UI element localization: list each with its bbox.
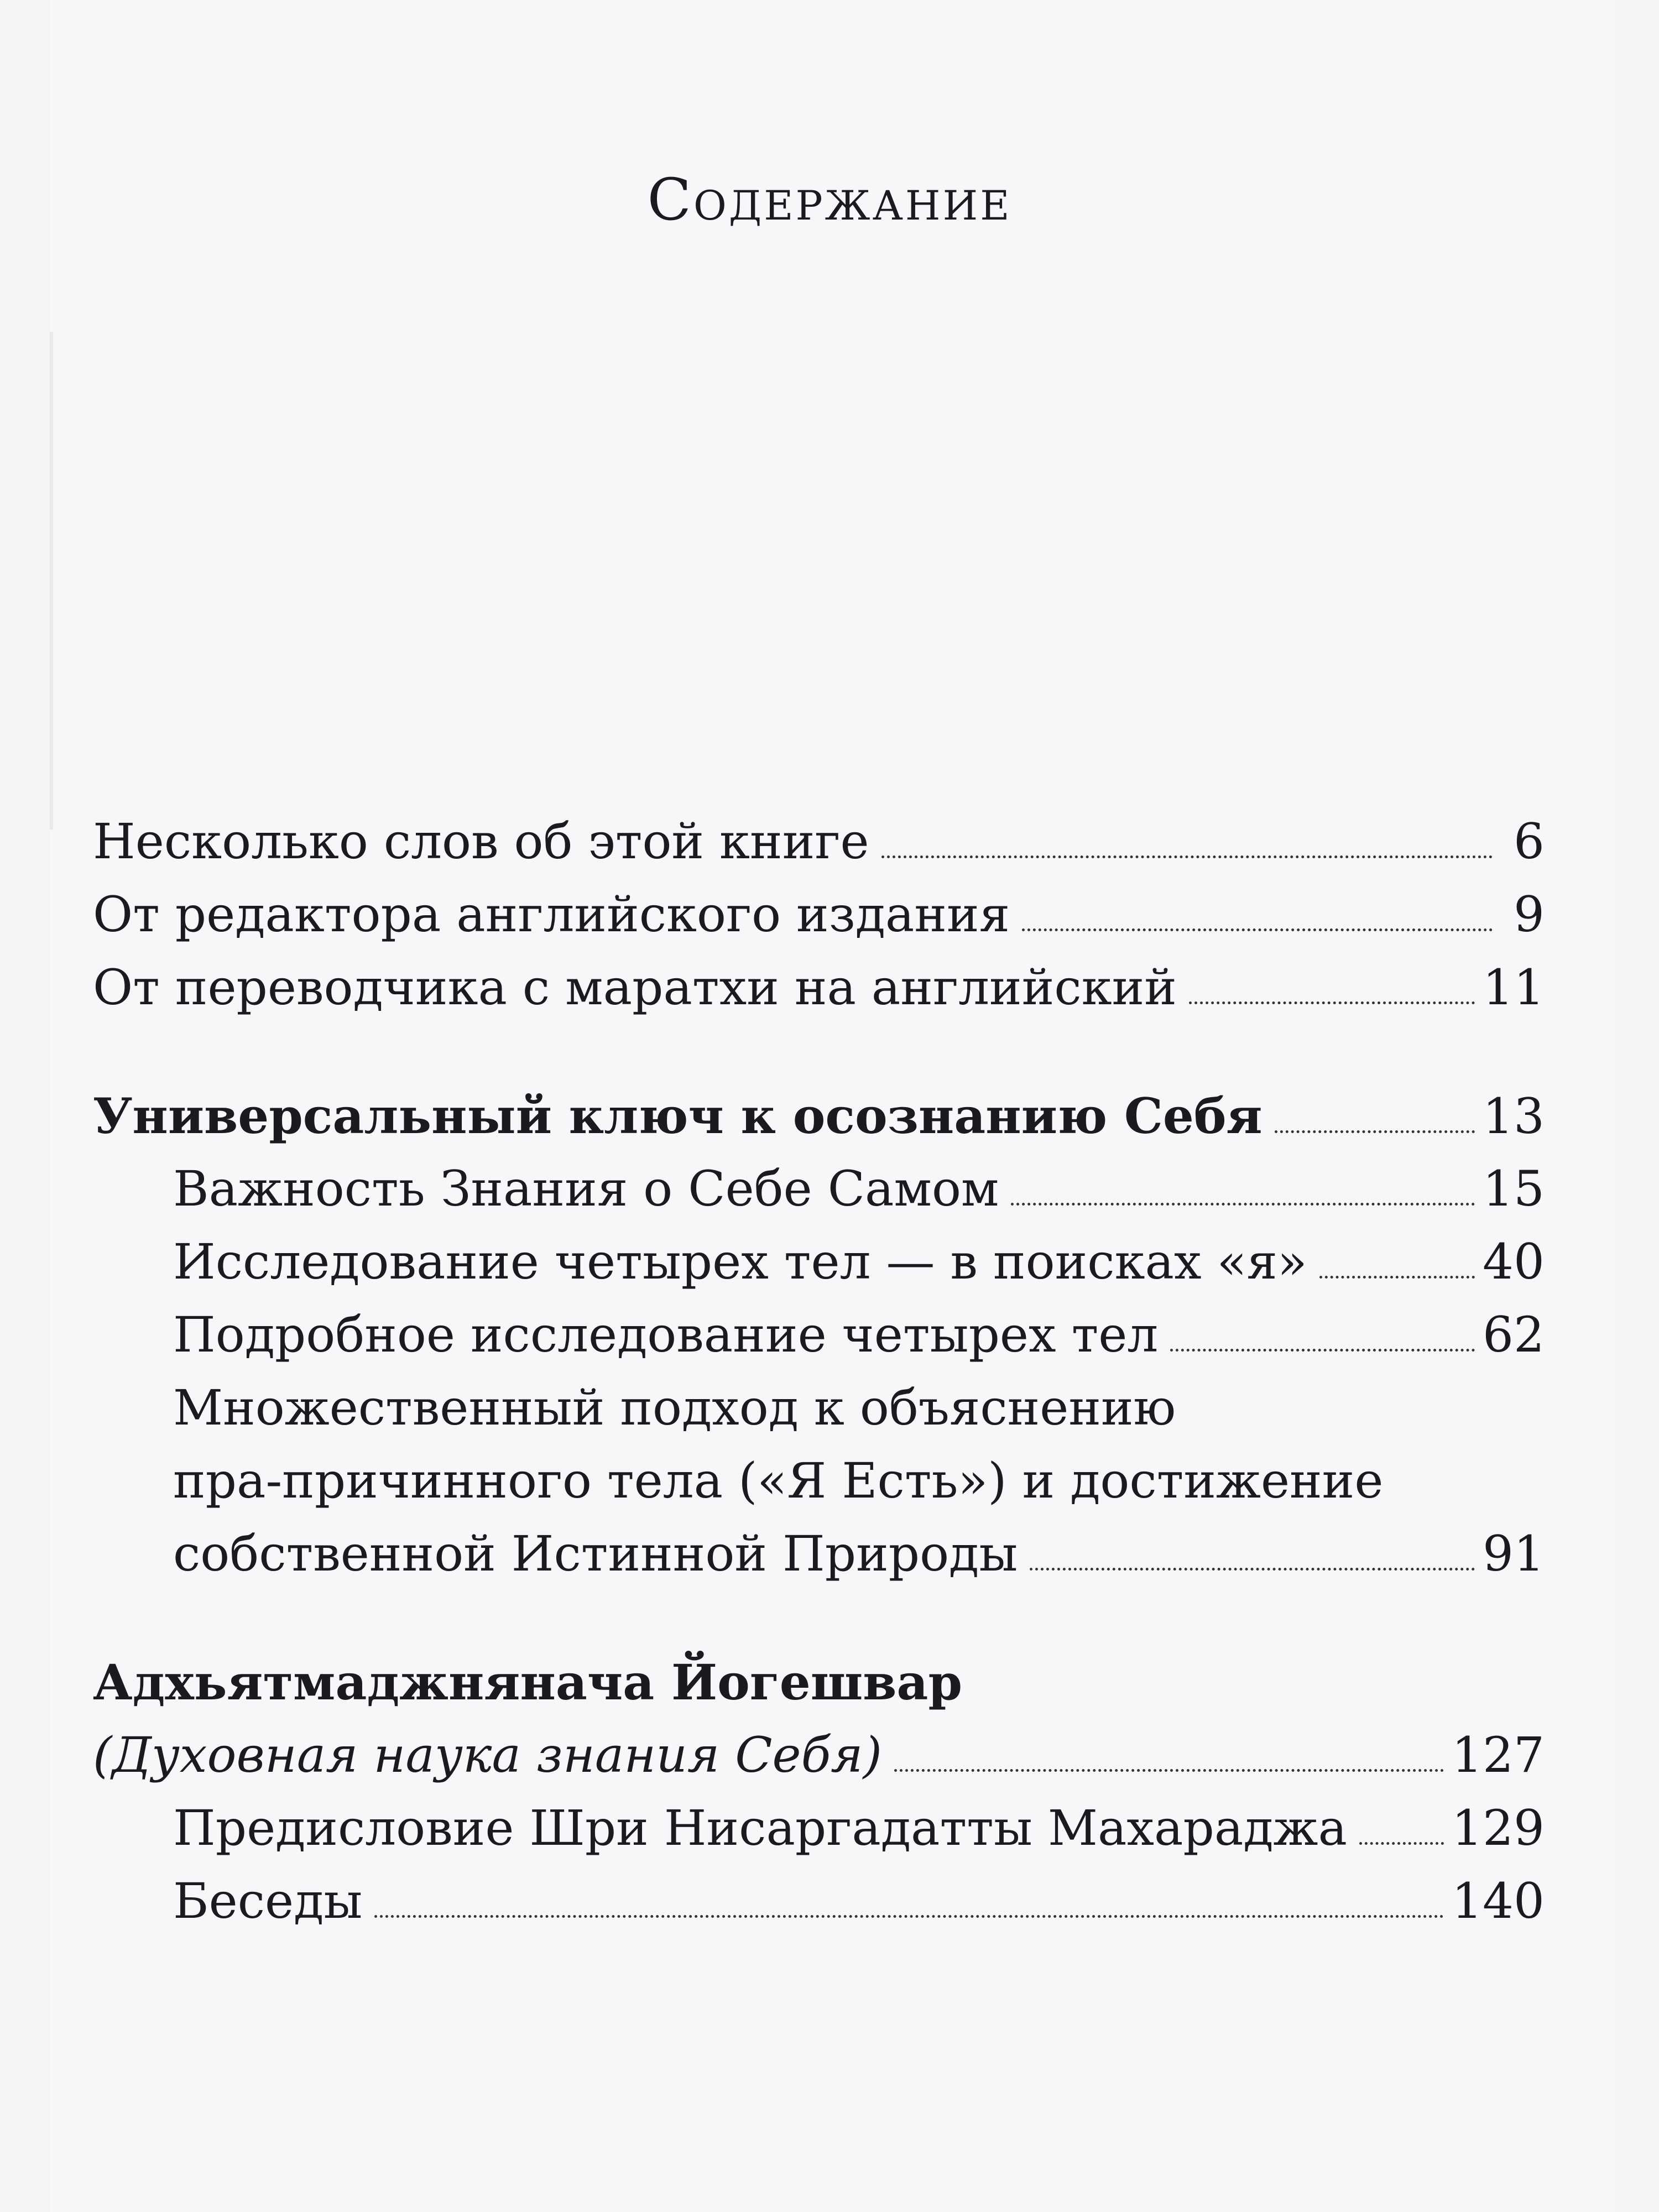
toc-entry-page: 40 bbox=[1483, 1233, 1545, 1290]
toc-entry-page: 127 bbox=[1452, 1726, 1545, 1783]
dot-leader bbox=[1319, 1276, 1475, 1279]
toc-entry-label: Важность Знания о Себе Самом bbox=[173, 1160, 999, 1217]
toc-entry-label-line-3: собственной Истинной Природы bbox=[173, 1525, 1018, 1582]
toc-entry-label-line-1: Множественный подход к объяснению bbox=[173, 1379, 1176, 1436]
dot-leader bbox=[1189, 1001, 1475, 1004]
toc-entry-label: (Духовная наука знания Себя) bbox=[93, 1726, 882, 1783]
toc-entry-about-book[interactable] bbox=[93, 813, 1545, 886]
dot-leader bbox=[1011, 1203, 1475, 1206]
toc-entry-page: 129 bbox=[1452, 1799, 1545, 1856]
dot-leader bbox=[1359, 1842, 1444, 1845]
toc-entry-translator-note[interactable] bbox=[93, 959, 1545, 1032]
toc-entry-label: Предисловие Шри Нисаргадатты Махараджа bbox=[173, 1799, 1347, 1856]
toc-entry-label: От редактора английского издания bbox=[93, 886, 1010, 943]
toc-entry-label: Беседы bbox=[173, 1872, 363, 1929]
page-crease bbox=[50, 332, 53, 830]
toc-entry-label-line-2: пра-причинного тела («Я Есть») и достижение bbox=[173, 1452, 1384, 1509]
dot-leader bbox=[1275, 1130, 1475, 1133]
toc-title: Содержание bbox=[647, 166, 1012, 233]
toc-section-label: Универсальный ключ к осознанию Себя bbox=[93, 1087, 1262, 1145]
toc-entry-nisargadatta-preface[interactable] bbox=[93, 1799, 1545, 1872]
dot-leader bbox=[894, 1769, 1444, 1772]
toc-entry-page: 140 bbox=[1452, 1872, 1545, 1929]
toc-entry-editor-note[interactable] bbox=[93, 886, 1545, 959]
toc-entry-page: 91 bbox=[1483, 1525, 1545, 1582]
toc-entry-label: Исследование четырех тел — в поисках «я» bbox=[173, 1233, 1307, 1290]
toc-entry-page: 15 bbox=[1483, 1160, 1545, 1217]
toc-section-universal-key[interactable] bbox=[93, 1087, 1545, 1160]
table-of-contents bbox=[93, 813, 1545, 1945]
toc-entry-four-bodies-detailed[interactable] bbox=[93, 1306, 1545, 1379]
toc-entry-self-knowledge[interactable] bbox=[93, 1160, 1545, 1233]
toc-entry-label: Подробное исследование четырех тел bbox=[173, 1306, 1159, 1363]
toc-entry-page: 62 bbox=[1483, 1306, 1545, 1363]
toc-entry-page: 9 bbox=[1514, 886, 1545, 943]
dot-leader bbox=[374, 1915, 1444, 1918]
toc-entry-page: 6 bbox=[1514, 813, 1545, 870]
dot-leader bbox=[1030, 1568, 1475, 1571]
toc-entry-page: 13 bbox=[1483, 1088, 1545, 1145]
toc-entry-label: От переводчика с маратхи на английский bbox=[93, 959, 1177, 1016]
toc-section-adhyatma-heading[interactable]: Адхьятмаджнянача Йогешвар bbox=[93, 1653, 962, 1711]
bleed-through-text-top bbox=[94, 0, 1587, 61]
dot-leader bbox=[881, 855, 1493, 858]
toc-section-adhyatma-subtitle[interactable] bbox=[93, 1726, 1545, 1799]
toc-entry-conversations[interactable] bbox=[93, 1872, 1545, 1945]
toc-entry-label: Несколько слов об этой книге bbox=[93, 813, 869, 870]
dot-leader bbox=[1170, 1349, 1475, 1352]
toc-entry-multiple-approach[interactable] bbox=[93, 1379, 1545, 1598]
dot-leader bbox=[1022, 928, 1493, 931]
toc-entry-page: 11 bbox=[1483, 959, 1545, 1016]
toc-entry-four-bodies[interactable] bbox=[93, 1233, 1545, 1306]
